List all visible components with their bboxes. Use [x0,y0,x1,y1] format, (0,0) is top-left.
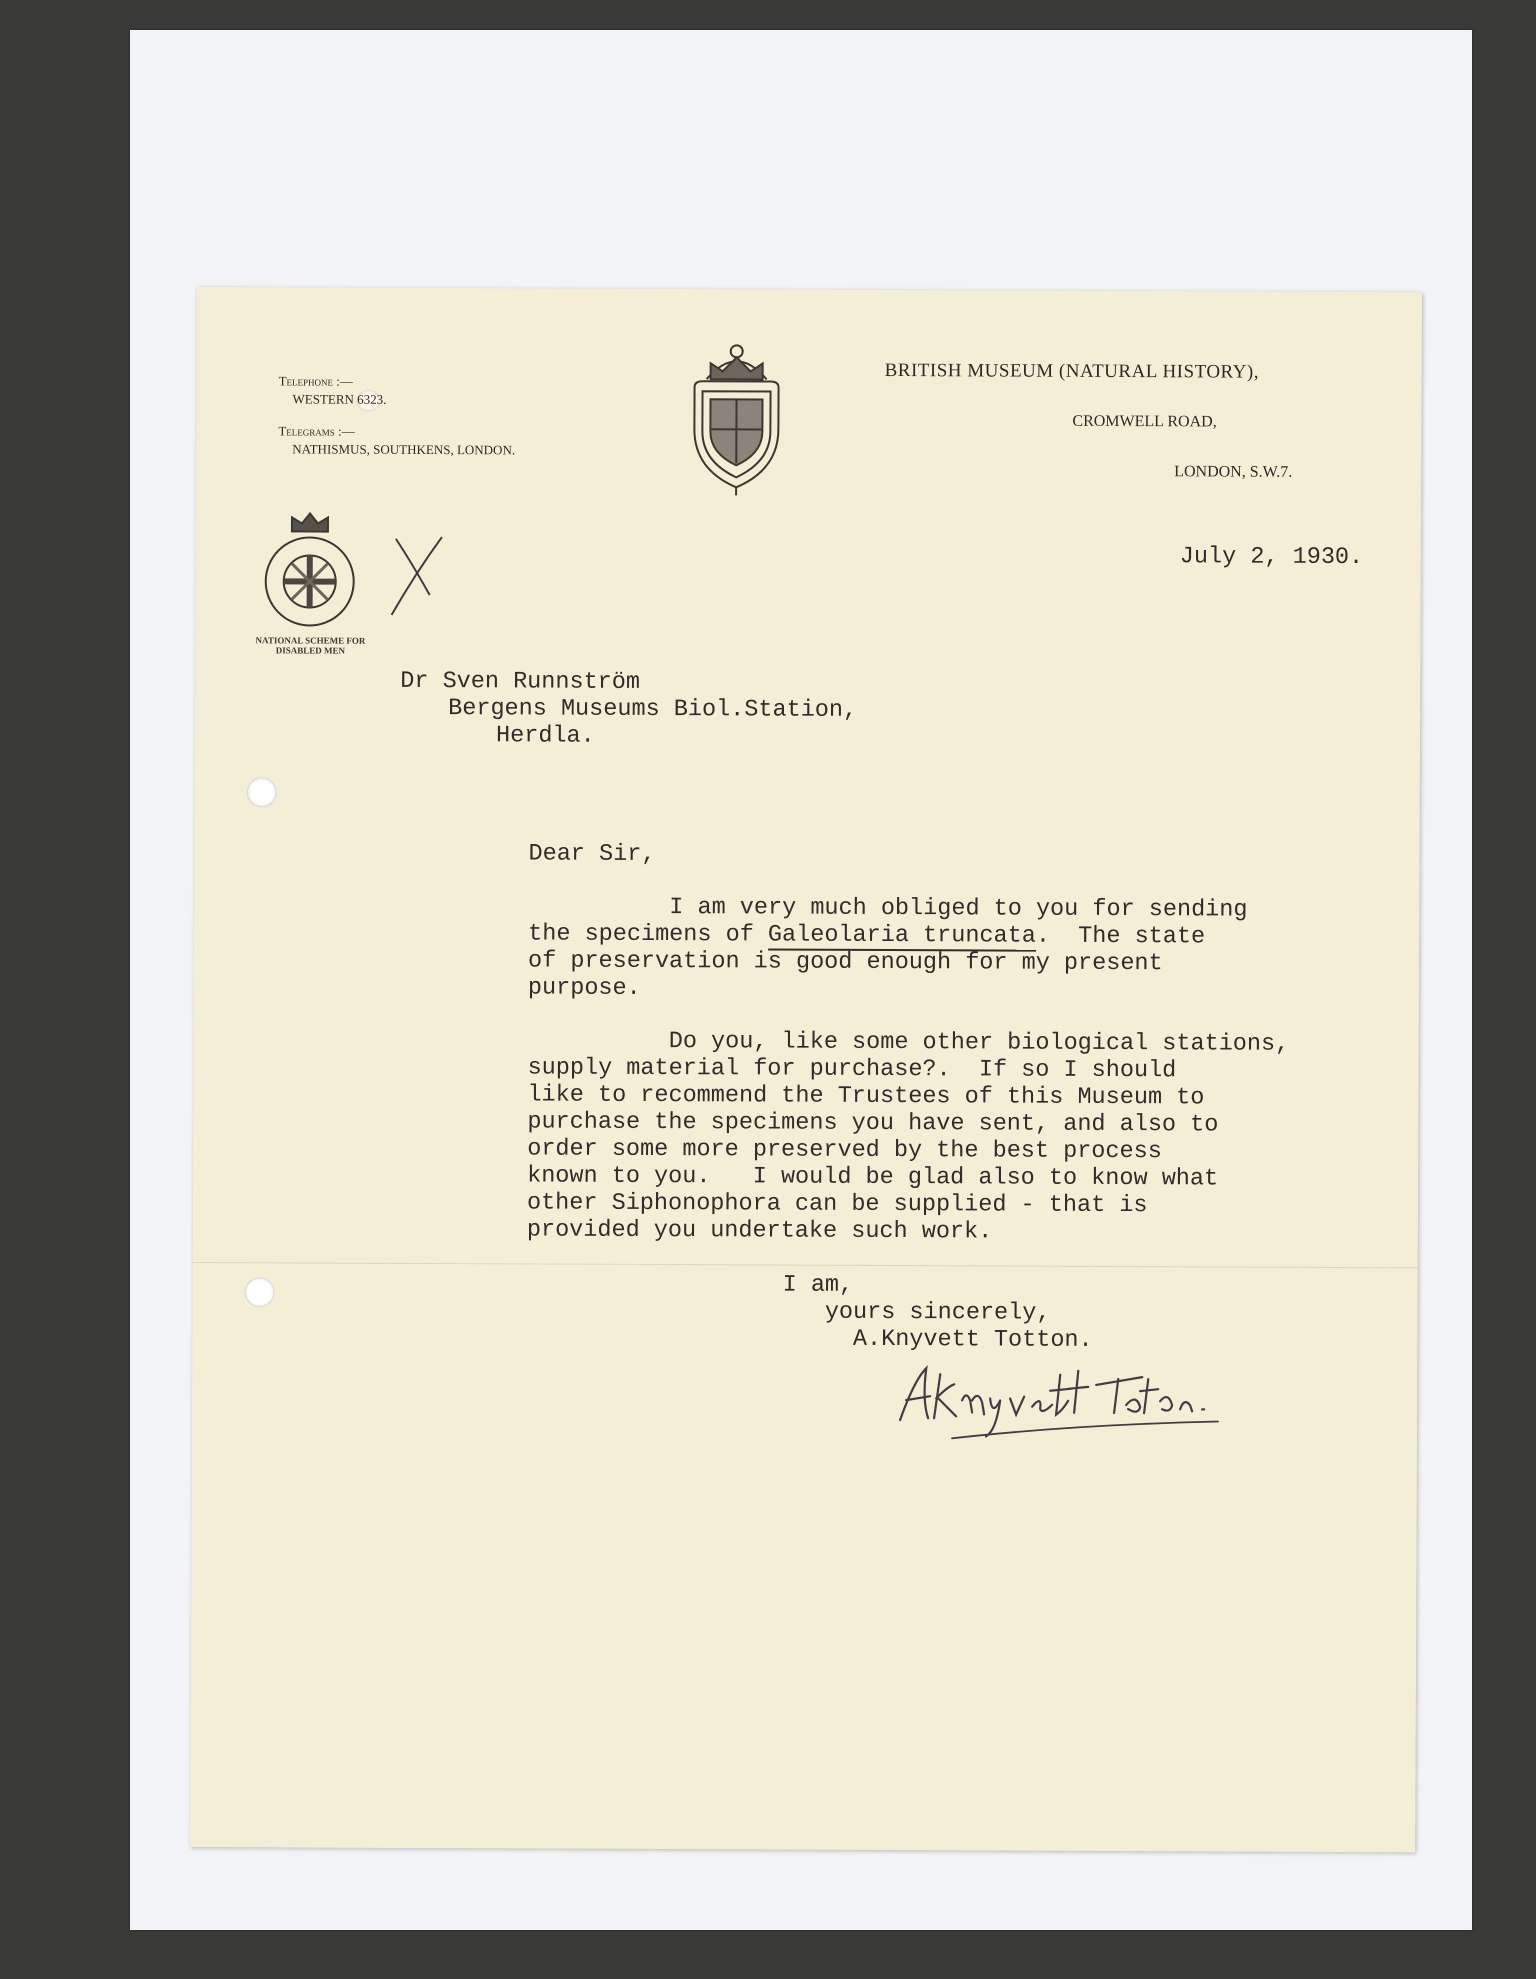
royal-arms-emblem-icon [680,339,793,499]
telegrams-value: NATHISMUS, SOUTHKENS, LONDON. [292,441,516,458]
paragraph-2 [527,1027,1388,1247]
salutation: Dear Sir, [528,840,656,869]
telephone-value: WESTERN 6323. [292,391,387,407]
letter-sheet [190,287,1422,1852]
punch-hole-lower [245,1277,275,1307]
national-scheme-emblem-icon [261,509,358,631]
recipient-institution: Bergens Museums Biol.Station, [448,695,858,724]
closing-block [782,1272,1093,1354]
institution-name: BRITISH MUSEUM (NATURAL HISTORY), [884,360,1260,383]
species-name: Galeolaria truncata [767,921,1036,950]
telegrams-label: Telegrams :— [278,423,355,439]
p2-line-4: purchase the specimens you have sent, and also to [527,1108,1219,1139]
p2-line-5: order some more preserved by the best process [527,1135,1162,1166]
annotation-x-icon [386,533,456,619]
p1-line-3: of preservation is good enough for my present [528,947,1163,978]
p2-line-1: Do you, like some other biological stations, [527,1027,1290,1058]
letter-date: July 2, 1930. [1179,543,1364,572]
recipient-place: Herdla. [495,722,595,750]
p1-line-4: purpose. [527,974,641,1002]
p1-line-1: I am very much obliged to you for sending [528,893,1248,924]
handwritten-signature-icon [892,1360,1232,1451]
p2-line-2: supply material for purchase?. If so I should [527,1054,1177,1085]
p2-line-3: like to recommend the Trustees of this Museum to [527,1081,1205,1112]
telephone-label: Telephone :— [278,373,353,389]
p1-line-2-before: the specimens of [528,920,768,949]
p2-line-8: provided you undertake such work. [526,1216,993,1246]
letter-body [527,840,1389,1273]
punch-hole-upper [247,777,277,807]
closing-line-2: yours sincerely, [782,1298,1051,1327]
p1-line-2-after: . The state [1035,922,1206,951]
p2-line-6: known to you. I would be glad also to know what [527,1162,1219,1193]
closing-line-1: I am, [782,1271,854,1299]
emblem-ring-text: NATIONAL SCHEME FOR DISABLED MEN [255,635,366,656]
p2-line-7: other Siphonophora can be supplied - that is [526,1189,1148,1220]
recipient-name: Dr Sven Runnström [400,667,641,696]
recipient-block [400,668,857,751]
closing-line-3: A.Knyvett Totton. [782,1325,1093,1354]
paragraph-1 [528,893,1388,1005]
address-city: LONDON, S.W.7. [1174,463,1293,481]
address-street: CROMWELL ROAD, [1072,412,1217,431]
